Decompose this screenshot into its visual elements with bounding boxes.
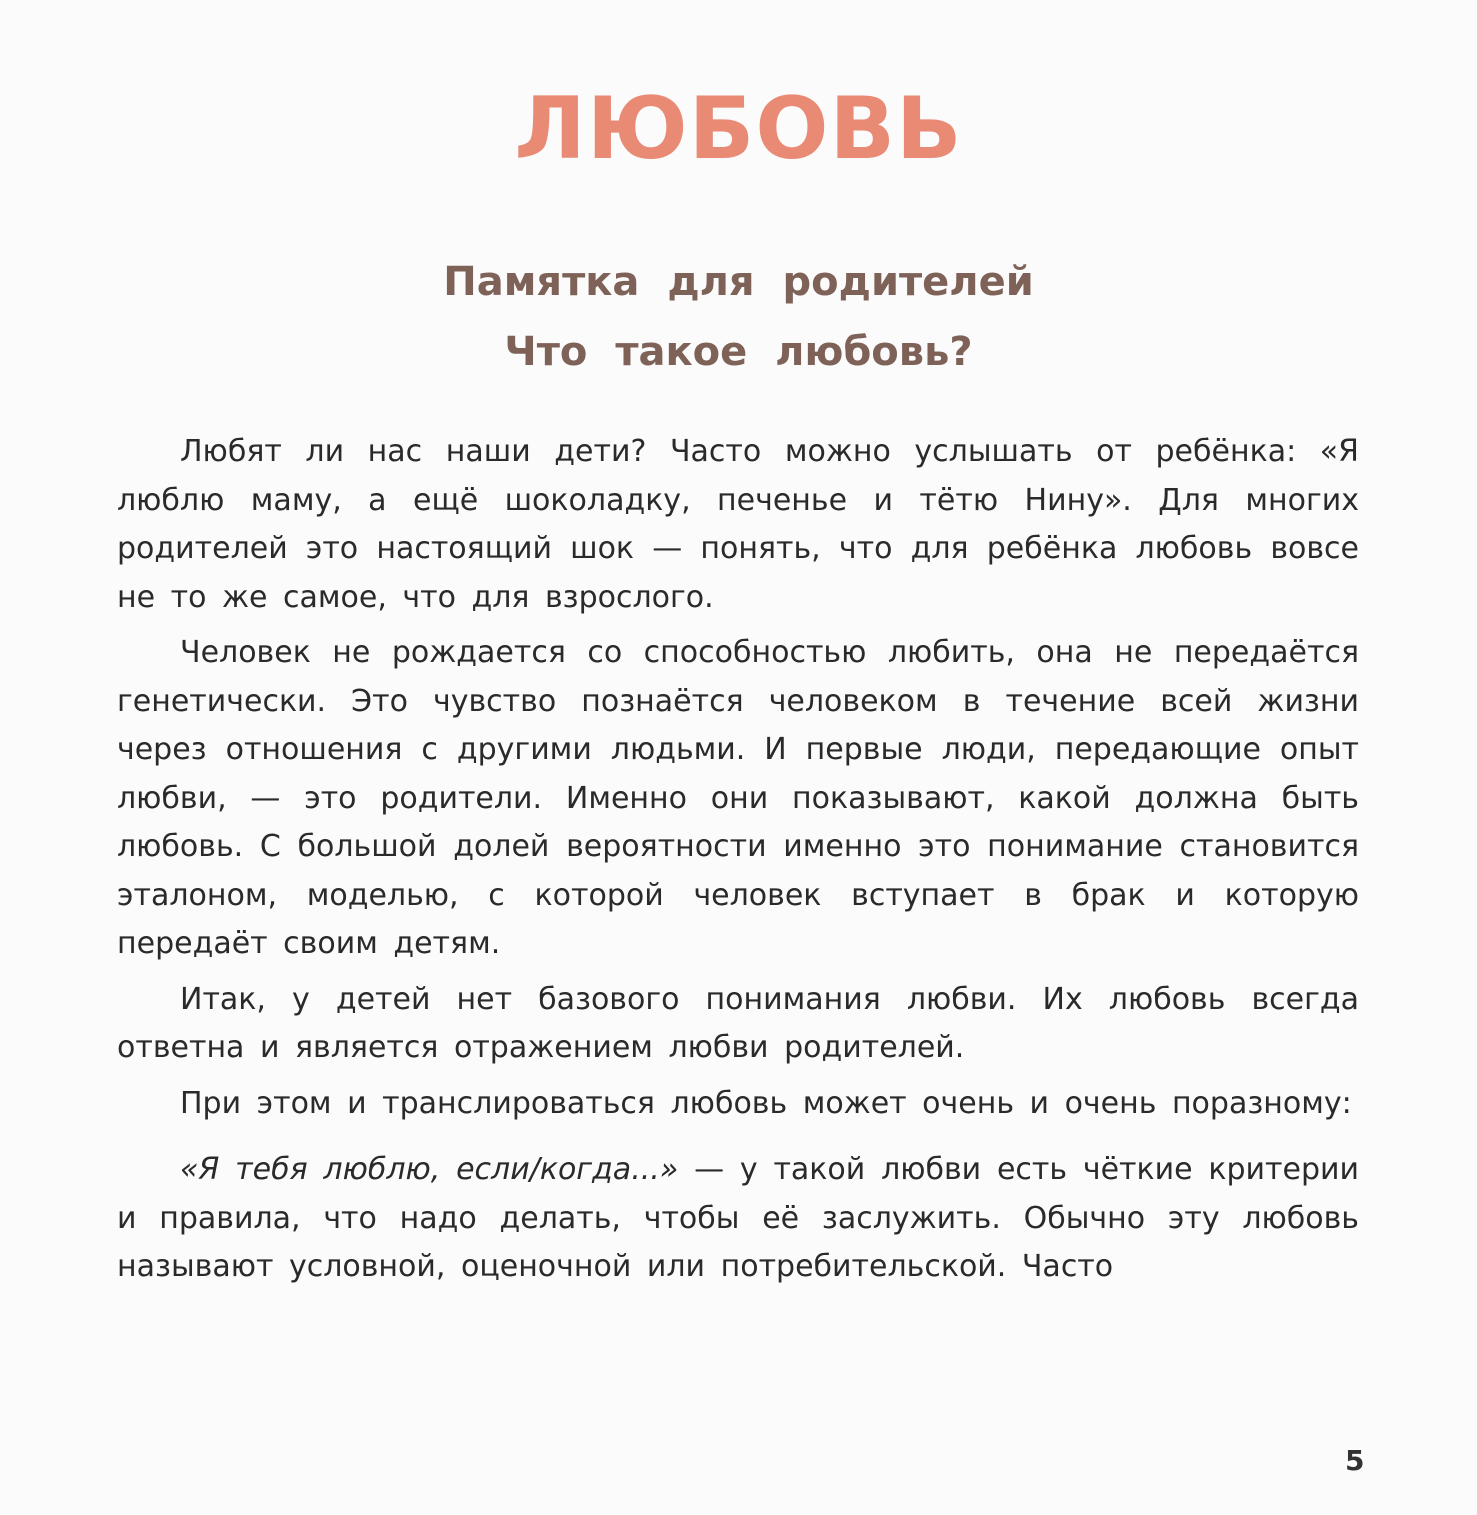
paragraph-5: [117, 1146, 1359, 1292]
chapter-title: ЛЮБОВЬ: [514, 79, 963, 179]
paragraph-5-quote: «Я тебя люблю, если/когда...»: [180, 1152, 679, 1187]
subtitle-question: Что такое любовь?: [504, 329, 973, 375]
paragraph-5-text: — у такой любви есть чёткие критерии и правила, что надо делать, чтобы её заслужить. Обычно эту любовь называют условной, оценочной или потребительской. Часто: [117, 1152, 1360, 1284]
paragraph-3: Итак, у детей нет базового понимания любви. Их любовь всегда ответна и является отражением любви родителей.: [117, 981, 1359, 1065]
body-text: [117, 428, 1359, 1299]
subtitle-memo: Памятка для родителей: [443, 259, 1034, 305]
paragraph-2: Человек не рождается со способностью любить, она не передаётся генетически. Это чувство познаётся человеком в течение всей жизни через отношения с другими людьми. И первые люди, передающие опыт любви, — это родители. Именно они показывают, какой должна быть любовь. С большой долей вероятности именно это понимание становится эталоном, моделью, с которой человек вступает в брак и которую передаёт своим детям.: [117, 635, 1359, 961]
paragraph-4: При этом и транслироваться любовь может очень и очень поразному:: [180, 1085, 1352, 1121]
page-number: 5: [1345, 1444, 1365, 1477]
paragraph-1: Любят ли нас наши дети? Часто можно услышать от ребёнка: «Я люблю маму, а ещё шоколадку, печенье и тётю Нину». Для многих родителей это настоящий шок — понять, что для ребёнка любовь вовсе не то же самое, что для взрослого.: [117, 434, 1359, 615]
